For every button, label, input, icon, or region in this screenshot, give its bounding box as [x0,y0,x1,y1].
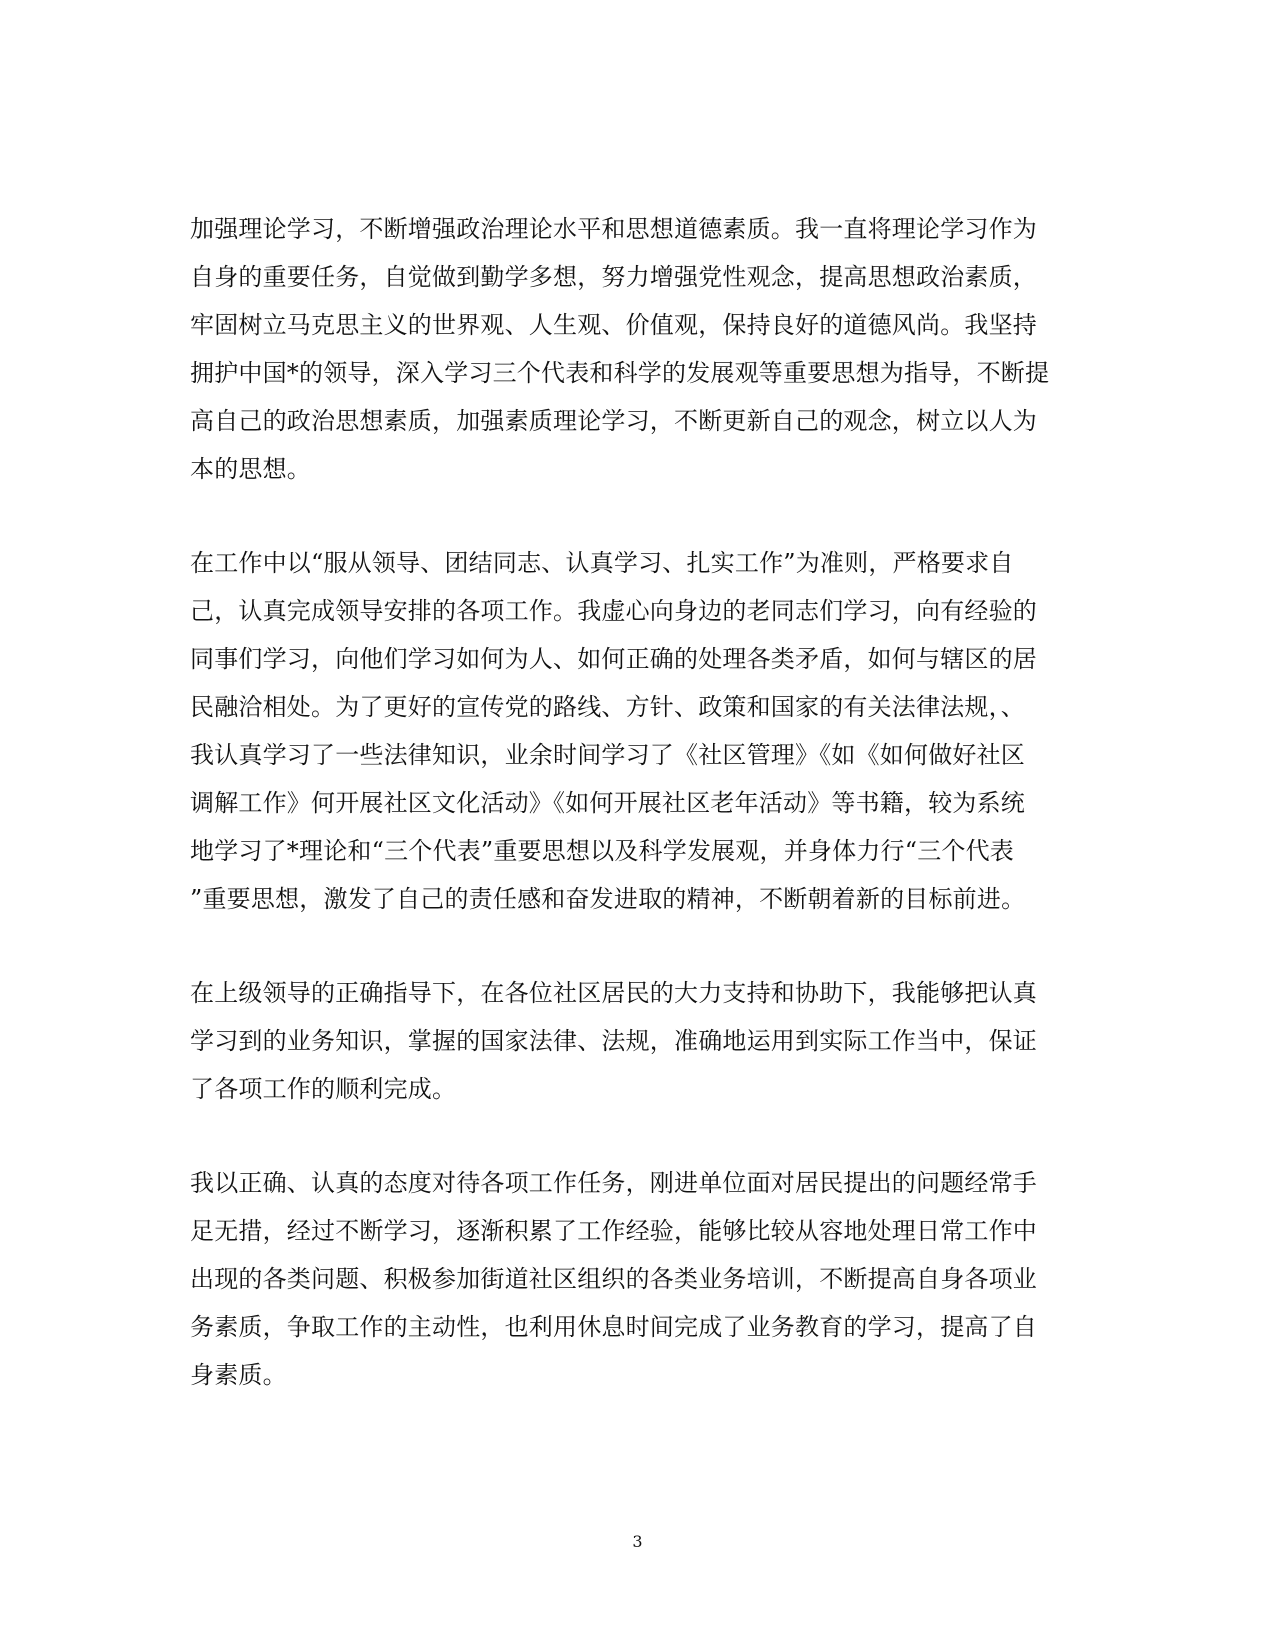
text-line: 自身的重要任务，自觉做到勤学多想，努力增强党性观念，提高思想政治素质， [190,263,1037,291]
text-line: 地学习了*理论和“三个代表”重要思想以及科学发展观，并身体力行“三个代表 [190,837,1015,865]
paragraph-spacer [190,493,1090,539]
document-body [190,205,1090,1399]
text-line: 我认真学习了一些法律知识，业余时间学习了《社区管理》《如《如何做好社区 [190,741,1025,769]
text-line: 同事们学习，向他们学习如何为人、如何正确的处理各类矛盾，如何与辖区的居 [190,645,1037,673]
text-line: 加强理论学习，不断增强政治理论水平和思想道德素质。我一直将理论学习作为 [190,215,1037,243]
text-line: 出现的各类问题、积极参加街道社区组织的各类业务培训，不断提高自身各项业 [190,1265,1037,1293]
text-line: 拥护中国*的领导，深入学习三个代表和科学的发展观等重要思想为指导，不断提 [190,359,1050,387]
text-line: 高自己的政治思想素质，加强素质理论学习，不断更新自己的观念，树立以人为 [190,407,1037,435]
paragraph-3 [190,969,1090,1113]
text-line: 务素质，争取工作的主动性，也利用休息时间完成了业务教育的学习，提高了自 [190,1313,1037,1341]
text-line: 民融洽相处。为了更好的宣传党的路线、方针、政策和国家的有关法律法规，、 [190,693,1025,721]
text-line: ”重要思想，激发了自己的责任感和奋发进取的精神，不断朝着新的目标前进。 [190,885,1026,913]
text-line: 调解工作》何开展社区文化活动》《如何开展社区老年活动》等书籍，较为系统 [190,789,1025,817]
text-line: 牢固树立马克思主义的世界观、人生观、价值观，保持良好的道德风尚。我坚持 [190,311,1037,339]
paragraph-1 [190,205,1090,493]
page-number: 3 [632,1532,643,1551]
text-line: 了各项工作的顺利完成。 [190,1075,457,1103]
paragraph-spacer [190,923,1090,969]
text-line: 我以正确、认真的态度对待各项工作任务，刚进单位面对居民提出的问题经常手 [190,1169,1037,1197]
text-line: 足无措，经过不断学习，逐渐积累了工作经验，能够比较从容地处理日常工作中 [190,1217,1037,1245]
text-line: 在工作中以“服从领导、团结同志、认真学习、扎实工作”为准则，严格要求自 [190,549,1014,577]
paragraph-2 [190,539,1090,923]
text-line: 身素质。 [190,1361,287,1389]
text-line: 学习到的业务知识，掌握的国家法律、法规，准确地运用到实际工作当中，保证 [190,1027,1037,1055]
text-line: 在上级领导的正确指导下，在各位社区居民的大力支持和协助下，我能够把认真 [190,979,1037,1007]
text-line: 己，认真完成领导安排的各项工作。我虚心向身边的老同志们学习，向有经验的 [190,597,1037,625]
paragraph-spacer [190,1113,1090,1159]
text-line: 本的思想。 [190,455,311,483]
paragraph-4 [190,1159,1090,1399]
